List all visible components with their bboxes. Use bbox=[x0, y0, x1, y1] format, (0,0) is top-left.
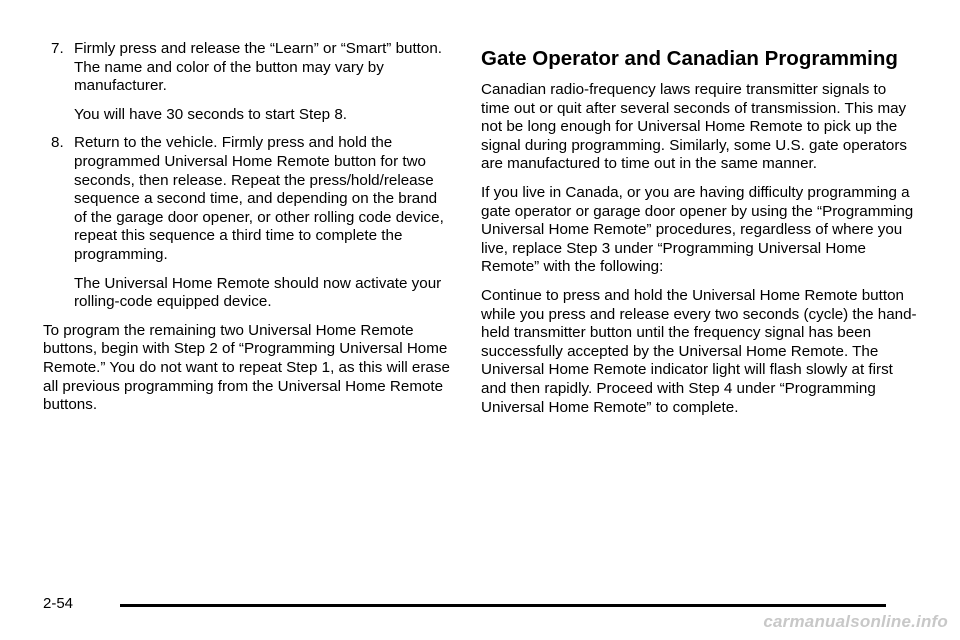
paragraph: If you live in Canada, or you are having difficulty programming a gate operator or garage door opener by using the “Programming Universal Home Remote” procedures, regardless of where you live, replace Step 3 under “Programming Universal Home Remote” with the following: bbox=[481, 183, 914, 276]
right-column bbox=[481, 44, 917, 427]
left-column bbox=[43, 40, 453, 425]
paragraph: To program the remaining two Universal Home Remote buttons, begin with Step 2 of “Programming Universal Home Remote.” You do not want to repeat Step 1, as this will erase all previous programming from the Universal Home Remote buttons. bbox=[43, 321, 450, 414]
step-note: You will have 30 seconds to start Step 8. bbox=[74, 105, 347, 123]
step-number: 8. bbox=[51, 134, 64, 152]
step-text: Firmly press and release the “Learn” or “Smart” button. The name and color of the button may vary by manufacturer. bbox=[74, 40, 443, 95]
step-text: Return to the vehicle. Firmly press and hold the programmed Universal Home Remote button for two seconds, then release. Repeat the press/hold/release sequence a second time, and depending on the brand of the garage door opener, or other rolling code device, repeat this sequence a third time to complete the programming. bbox=[74, 134, 444, 263]
section-heading: Gate Operator and Canadian Programming bbox=[481, 47, 898, 70]
paragraph: Continue to press and hold the Universal Home Remote button while you press and release every two seconds (cycle) the hand-held transmitter button until the frequency signal has been successfully accepted by the Universal Home Remote. The Universal Home Remote indicator light will flash slowly at first and then rapidly. Proceed with Step 4 under “Programming Universal Home Remote” to complete. bbox=[481, 286, 917, 416]
footer-rule bbox=[120, 604, 886, 607]
page-number: 2-54 bbox=[43, 595, 74, 612]
step-8 bbox=[43, 134, 453, 321]
watermark: carmanualsonline.info bbox=[763, 612, 948, 631]
step-7 bbox=[43, 40, 453, 134]
step-number: 7. bbox=[51, 40, 64, 57]
step-note: The Universal Home Remote should now activate your rolling-code equipped device. bbox=[74, 274, 442, 311]
paragraph: Canadian radio-frequency laws require transmitter signals to time out or quit after several seconds of transmission. This may not be long enough for Universal Home Remote to pick up the signal during programming. Similarly, some U.S. gate operators are manufactured to time out in the same manner. bbox=[481, 81, 907, 173]
